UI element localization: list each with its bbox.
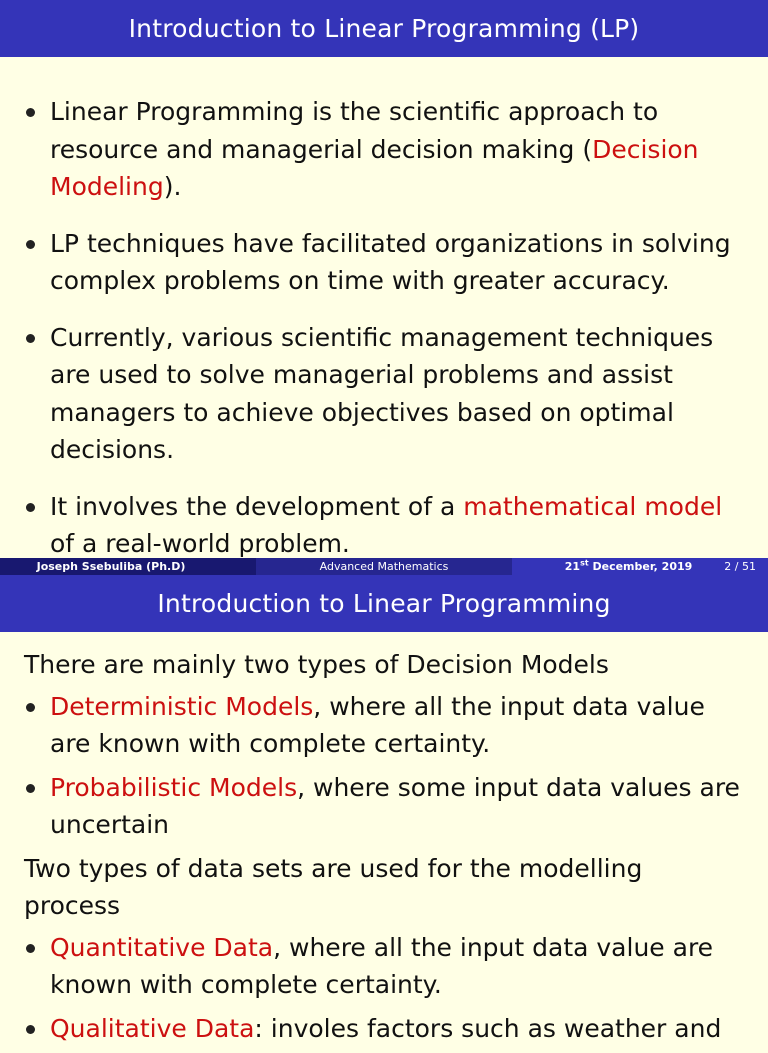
emphasis-text: mathematical model (463, 491, 723, 521)
bullet-icon (26, 240, 35, 249)
slide-body (0, 646, 768, 1053)
footer-right (512, 558, 768, 575)
emphasis-text: Quantitative Data (50, 932, 274, 962)
slide-3-of-51 (0, 575, 768, 1043)
list-item: Currently, various scientific management techniques are used to solve managerial problems and assist managers to achieve objectives based on optimal decisions. (22, 319, 744, 469)
list-item: LP techniques have facilitated organizations in solving complex problems on time with greater accuracy. (22, 225, 744, 300)
bullet-list (22, 93, 744, 563)
footer-date: 21st December, 2019 (564, 558, 693, 573)
list-item: Linear Programming is the scientific approach to resource and managerial decision making (Decision Modeling). (22, 93, 744, 206)
bullet-icon (26, 503, 35, 512)
slide-body (0, 93, 768, 582)
footer-course: Advanced Mathematics (256, 558, 512, 575)
bullet-icon (26, 944, 35, 953)
list-item: Quantitative Data, where all the input data value are known with complete certainty. (22, 929, 744, 1004)
bullet-icon (26, 108, 35, 117)
bullet-icon (26, 334, 35, 343)
bullet-icon (26, 1025, 35, 1034)
lead-text: There are mainly two types of Decision Models (24, 650, 609, 679)
emphasis-text: Decision Modeling (50, 134, 699, 201)
slide-footer (0, 558, 768, 575)
bullet-list (22, 688, 744, 844)
bullet-list (22, 929, 744, 1048)
bullet-icon (26, 784, 35, 793)
list-item: It involves the development of a mathematical model of a real-world problem. (22, 488, 744, 563)
emphasis-text: Probabilistic Models (50, 772, 298, 802)
bullet-icon (26, 703, 35, 712)
emphasis-text: Qualitative Data (50, 1013, 255, 1043)
slide-title: Introduction to Linear Programming (LP) (0, 0, 768, 57)
page-number: 2 / 51 (724, 560, 756, 573)
list-item: Probabilistic Models, where some input data values are uncertain (22, 769, 744, 844)
lead-text: Two types of data sets are used for the modelling process (24, 853, 643, 920)
emphasis-text: Deterministic Models (50, 691, 314, 721)
list-item: Deterministic Models, where all the input data value are known with complete certainty. (22, 688, 744, 763)
slide-title: Introduction to Linear Programming (0, 575, 768, 632)
footer-author: Joseph Ssebuliba (Ph.D) (0, 558, 256, 575)
list-item: Qualitative Data: involes factors such as weather and (22, 1010, 744, 1048)
